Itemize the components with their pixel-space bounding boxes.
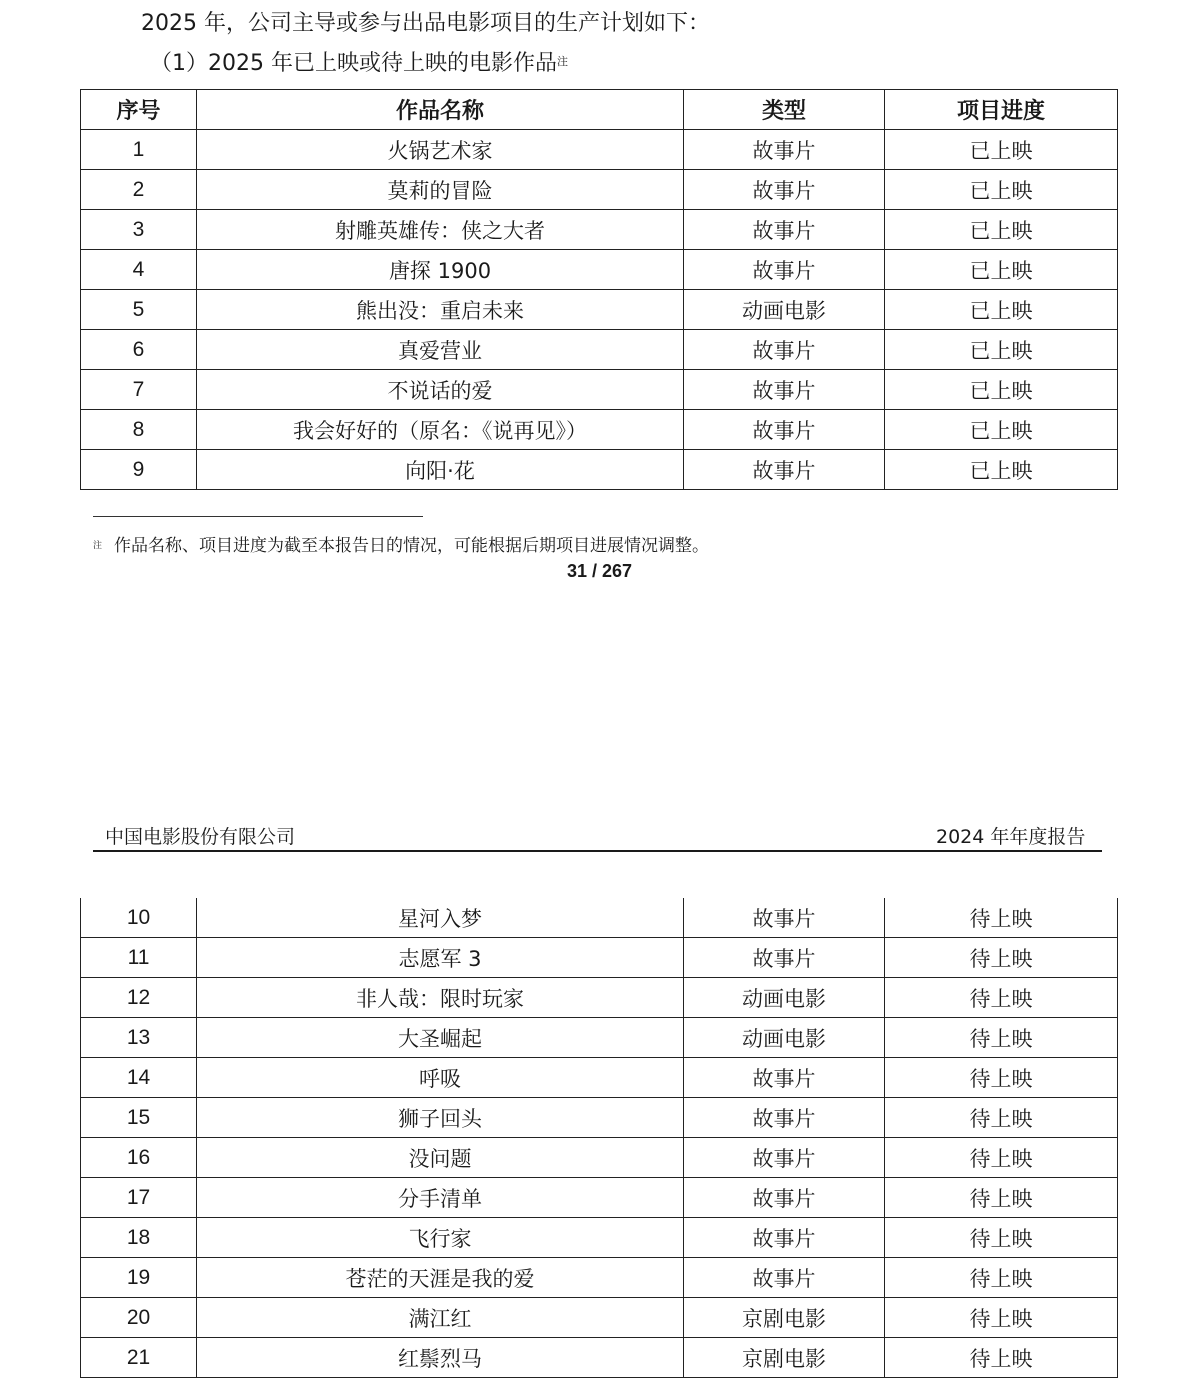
table-row (81, 1178, 1118, 1218)
cell-type: 京剧电影 (684, 1298, 885, 1338)
cell-index: 3 (81, 210, 197, 250)
cell-type: 故事片 (684, 450, 885, 490)
cell-progress: 已上映 (885, 290, 1118, 330)
table-row (81, 450, 1118, 490)
table-row (81, 898, 1118, 938)
table-row (81, 1058, 1118, 1098)
cell-index: 11 (81, 938, 197, 978)
cell-index: 4 (81, 250, 197, 290)
cell-progress: 已上映 (885, 130, 1118, 170)
cell-index: 18 (81, 1218, 197, 1258)
header-title: 作品名称 (197, 90, 684, 130)
cell-progress: 待上映 (885, 1218, 1118, 1258)
cell-title: 红鬃烈马 (197, 1338, 684, 1378)
cell-progress: 已上映 (885, 170, 1118, 210)
cell-progress: 已上映 (885, 410, 1118, 450)
cell-title: 不说话的爱 (197, 370, 684, 410)
footnote-text: 作品名称、项目进度为截至本报告日的情况，可能根据后期项目进展情况调整。 (114, 536, 710, 556)
cell-type: 故事片 (684, 1138, 885, 1178)
subheading-text: （1）2025 年已上映或待上映的电影作品 (150, 51, 557, 76)
cell-index: 20 (81, 1298, 197, 1338)
cell-index: 5 (81, 290, 197, 330)
section-subheading (150, 48, 568, 80)
table-row (81, 210, 1118, 250)
cell-index: 12 (81, 978, 197, 1018)
table-row (81, 1218, 1118, 1258)
cell-type: 故事片 (684, 898, 885, 938)
cell-index: 14 (81, 1058, 197, 1098)
cell-type: 故事片 (684, 170, 885, 210)
cell-title: 熊出没：重启未来 (197, 290, 684, 330)
cell-index: 19 (81, 1258, 197, 1298)
cell-progress: 待上映 (885, 1258, 1118, 1298)
cell-title: 莫莉的冒险 (197, 170, 684, 210)
cell-index: 8 (81, 410, 197, 450)
table-row (81, 290, 1118, 330)
intro-text: 2025 年，公司主导或参与出品电影项目的生产计划如下： (141, 11, 710, 36)
header-progress: 项目进度 (885, 90, 1118, 130)
table-row (81, 938, 1118, 978)
header-index: 序号 (81, 90, 197, 130)
cell-title: 向阳·花 (197, 450, 684, 490)
cell-type: 故事片 (684, 1218, 885, 1258)
footnote-mark: 注 (93, 541, 103, 551)
table-row (81, 1098, 1118, 1138)
cell-progress: 已上映 (885, 370, 1118, 410)
cell-progress: 待上映 (885, 1298, 1118, 1338)
cell-title: 非人哉：限时玩家 (197, 978, 684, 1018)
cell-index: 17 (81, 1178, 197, 1218)
cell-index: 2 (81, 170, 197, 210)
cell-title: 星河入梦 (197, 898, 684, 938)
cell-progress: 已上映 (885, 250, 1118, 290)
header-report-title: 2024 年年度报告 (936, 826, 1086, 848)
cell-title: 飞行家 (197, 1218, 684, 1258)
table-row (81, 1018, 1118, 1058)
cell-title: 真爱营业 (197, 330, 684, 370)
table-row (81, 1298, 1118, 1338)
cell-progress: 待上映 (885, 938, 1118, 978)
cell-type: 故事片 (684, 1098, 885, 1138)
footnote (93, 534, 709, 558)
table-row (81, 330, 1118, 370)
footnote-divider (93, 516, 423, 517)
cell-index: 9 (81, 450, 197, 490)
cell-progress: 已上映 (885, 330, 1118, 370)
cell-title: 呼吸 (197, 1058, 684, 1098)
cell-index: 10 (81, 898, 197, 938)
header-divider (93, 850, 1102, 852)
table-row (81, 1138, 1118, 1178)
cell-title: 火锅艺术家 (197, 130, 684, 170)
cell-title: 射雕英雄传：侠之大者 (197, 210, 684, 250)
cell-index: 16 (81, 1138, 197, 1178)
cell-type: 故事片 (684, 1258, 885, 1298)
cell-title: 志愿军 3 (197, 938, 684, 978)
cell-type: 故事片 (684, 1058, 885, 1098)
table-row (81, 1338, 1118, 1378)
table-header-row (81, 90, 1118, 130)
cell-title: 分手清单 (197, 1178, 684, 1218)
cell-progress: 待上映 (885, 1138, 1118, 1178)
cell-type: 动画电影 (684, 290, 885, 330)
cell-title: 大圣崛起 (197, 1018, 684, 1058)
cell-progress: 待上映 (885, 1098, 1118, 1138)
table-row (81, 250, 1118, 290)
cell-title: 狮子回头 (197, 1098, 684, 1138)
header-company: 中国电影股份有限公司 (105, 826, 296, 848)
cell-progress: 待上映 (885, 978, 1118, 1018)
cell-progress: 已上映 (885, 210, 1118, 250)
cell-type: 动画电影 (684, 1018, 885, 1058)
table-row (81, 130, 1118, 170)
cell-type: 故事片 (684, 330, 885, 370)
cell-index: 6 (81, 330, 197, 370)
cell-progress: 待上映 (885, 1338, 1118, 1378)
cell-type: 故事片 (684, 210, 885, 250)
page-number: 31 / 267 (566, 561, 633, 581)
cell-progress: 待上映 (885, 1058, 1118, 1098)
cell-type: 故事片 (684, 370, 885, 410)
table-row (81, 370, 1118, 410)
cell-title: 没问题 (197, 1138, 684, 1178)
cell-type: 动画电影 (684, 978, 885, 1018)
note-mark: 注 (556, 55, 568, 68)
cell-title: 苍茫的天涯是我的爱 (197, 1258, 684, 1298)
cell-index: 7 (81, 370, 197, 410)
cell-type: 故事片 (684, 250, 885, 290)
cell-title: 满江红 (197, 1298, 684, 1338)
cell-type: 故事片 (684, 130, 885, 170)
table-row (81, 410, 1118, 450)
cell-type: 京剧电影 (684, 1338, 885, 1378)
cell-index: 15 (81, 1098, 197, 1138)
cell-progress: 待上映 (885, 1018, 1118, 1058)
cell-title: 唐探 1900 (197, 250, 684, 290)
cell-progress: 已上映 (885, 450, 1118, 490)
header-type: 类型 (684, 90, 885, 130)
film-table-page2 (80, 898, 1118, 1378)
cell-type: 故事片 (684, 938, 885, 978)
cell-progress: 待上映 (885, 1178, 1118, 1218)
cell-index: 21 (81, 1338, 197, 1378)
table-row (81, 1258, 1118, 1298)
cell-progress: 待上映 (885, 898, 1118, 938)
film-table-page1 (80, 89, 1118, 490)
table-row (81, 978, 1118, 1018)
cell-index: 1 (81, 130, 197, 170)
cell-title: 我会好好的（原名：《说再见》） (197, 410, 684, 450)
table-row (81, 170, 1118, 210)
cell-type: 故事片 (684, 410, 885, 450)
cell-type: 故事片 (684, 1178, 885, 1218)
cell-index: 13 (81, 1018, 197, 1058)
